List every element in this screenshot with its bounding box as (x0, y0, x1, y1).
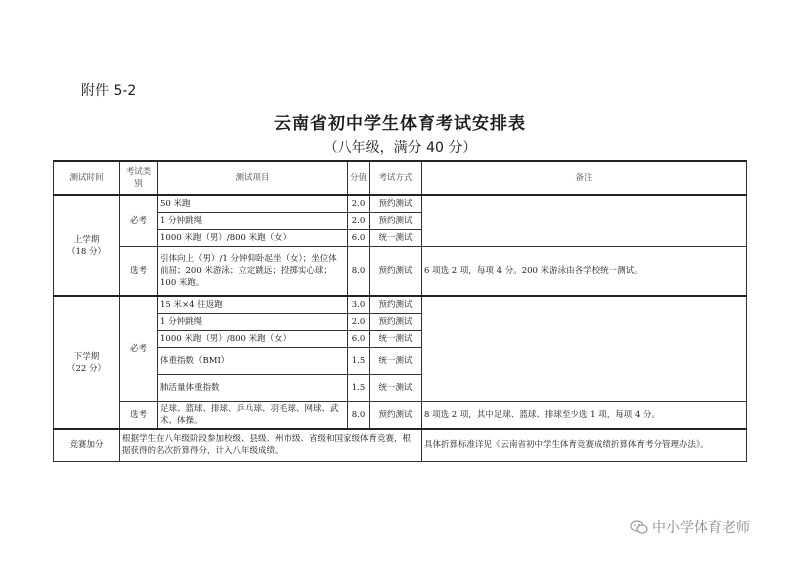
s2-item-1: 1 分钟跳绳 (158, 313, 348, 330)
s1-elective-item: 引体向上（男）/1 分钟仰卧起坐（女）；坐位体前屈；200 米游泳；立定跳远；投掷实心球；100 米跑。 (158, 246, 348, 296)
s2-method-3: 统一测试 (370, 347, 422, 374)
s1-elective-method: 预约测试 (370, 246, 422, 296)
header-notes: 备注 (422, 161, 747, 195)
s2-method-4: 统一测试 (370, 374, 422, 401)
s2-score-0: 3.0 (348, 296, 370, 313)
s1-item-1: 1 分钟跳绳 (158, 212, 348, 229)
s1-method-0: 预约测试 (370, 195, 422, 212)
s2-elective-item: 足球、篮球、排球、乒乓球、羽毛球、网球、武术、体操。 (158, 401, 348, 429)
s2-score-4: 1.5 (348, 374, 370, 401)
s2-method-1: 预约测试 (370, 313, 422, 330)
s1-score-1: 2.0 (348, 212, 370, 229)
s2-method-0: 预约测试 (370, 296, 422, 313)
s1-item-2: 1000 米跑（男）/800 米跑（女） (158, 229, 348, 246)
s2-score-2: 6.0 (348, 330, 370, 347)
schedule-table (53, 160, 747, 462)
watermark-text: 中小学体育老师 (652, 520, 750, 536)
s2-elective-method: 预约测试 (370, 401, 422, 429)
semester2-cell (54, 296, 120, 429)
table-row (54, 429, 747, 461)
header-items: 测试项目 (158, 161, 348, 195)
wechat-icon (630, 520, 648, 534)
bonus-text: 根据学生在八年级阶段参加校级、县级、州市级、省级和国家级体育竞赛，根据获得的名次折算得分，计入八年级成绩。 (120, 429, 422, 461)
semester1-elective-label: 选考 (120, 246, 158, 296)
header-score: 分值 (348, 161, 370, 195)
semester1-label: 上学期 (73, 234, 100, 245)
s2-item-0: 15 米×4 往返跑 (158, 296, 348, 313)
semester1-total: （18 分） (66, 246, 107, 257)
bonus-note: 具体折算标准详见《云南省初中学生体育竞赛成绩折算体育考分管理办法》。 (422, 429, 747, 461)
s2-elective-score: 8.0 (348, 401, 370, 429)
table-row (54, 296, 747, 313)
semester2-required-label: 必考 (120, 296, 158, 401)
s2-method-2: 统一测试 (370, 330, 422, 347)
bonus-label: 竞赛加分 (54, 429, 120, 461)
header-method: 考试方式 (370, 161, 422, 195)
semester2-label: 下学期 (73, 351, 100, 362)
semester2-elective-label: 选考 (120, 401, 158, 429)
s1-method-1: 预约测试 (370, 212, 422, 229)
s2-required-notes (422, 296, 747, 401)
s2-elective-note: 8 项选 2 项，其中足球、篮球、排球至少选 1 项，每项 4 分。 (422, 401, 747, 429)
s1-elective-score: 8.0 (348, 246, 370, 296)
table-row (54, 195, 747, 212)
s2-score-1: 2.0 (348, 313, 370, 330)
table-header-row (54, 161, 747, 195)
s1-item-0: 50 米跑 (158, 195, 348, 212)
semester1-cell (54, 195, 120, 296)
header-time: 测试时间 (54, 161, 120, 195)
s1-score-2: 6.0 (348, 229, 370, 246)
header-category: 考试类别 (120, 161, 158, 195)
watermark (630, 517, 750, 537)
semester1-required-label: 必考 (120, 195, 158, 246)
attachment-label: 附件 5-2 (81, 83, 137, 99)
table-row (54, 246, 747, 296)
s2-item-4: 肺活量体重指数 (158, 374, 348, 401)
page-subtitle: （八年级，满分 40 分） (323, 140, 477, 156)
table-row (54, 401, 747, 429)
semester2-total: （22 分） (66, 363, 107, 374)
s2-score-3: 1.5 (348, 347, 370, 374)
s1-method-2: 统一测试 (370, 229, 422, 246)
s1-score-0: 2.0 (348, 195, 370, 212)
s2-item-3: 体重指数（BMI） (158, 347, 348, 374)
page-title: 云南省初中学生体育考试安排表 (274, 114, 526, 134)
s1-required-notes (422, 195, 747, 246)
s1-elective-note: 6 项选 2 项，每项 4 分。200 米游泳由各学校统一测试。 (422, 246, 747, 296)
s2-item-2: 1000 米跑（男）/800 米跑（女） (158, 330, 348, 347)
